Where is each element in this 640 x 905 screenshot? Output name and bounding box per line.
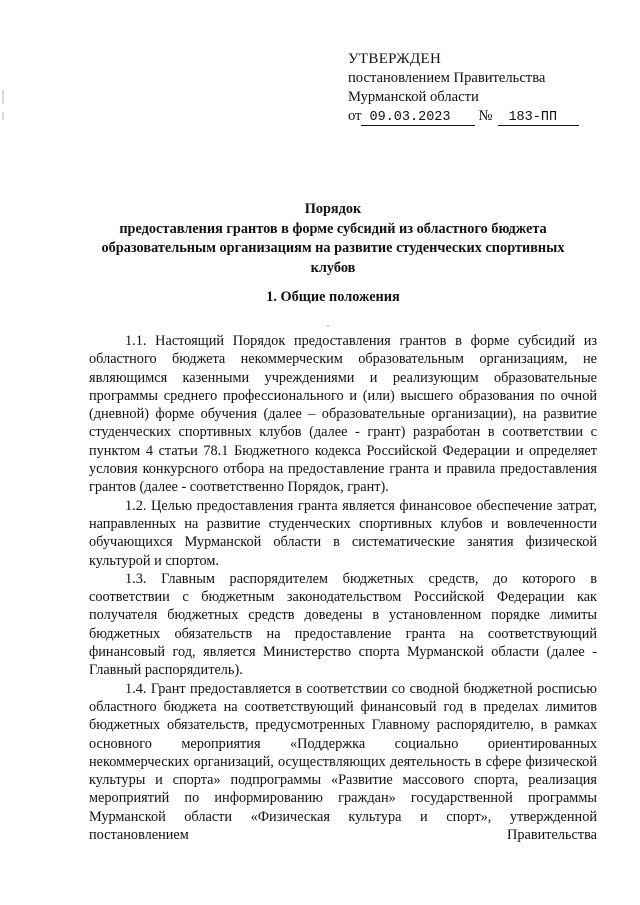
- date-prefix: от: [348, 108, 362, 124]
- paragraph: 1.3. Главным распорядителем бюджетных средств, до которого в соответствии с бюджетным законодательством Российской Федерации как получателя бюджетных средств доведены в установленном порядке лимиты бюджетных обязательств на предоставление гранта на соответствующий финансовый год, является Министерство спорта Мурманской области (далее - Главный распорядитель).: [89, 570, 597, 679]
- approval-line: постановлением Правительства: [348, 70, 546, 86]
- paragraph: 1.4. Грант предоставляется в соответствии со сводной бюджетной росписью областного бюджета на соответствующий финансовый год в пределах лимитов бюджетных обязательств, предусмотренных Главному распорядителю, в рамках основного мероприятия «Поддержка социально ориентированных некоммерческих организаций, осуществляющих деятельность в сфере физической культуры и спорта» подпрограммы «Развитие массового спорта, реализация мероприятий по информированию граждан» государственной программы Мурманской области «Физическая культура и спорт», утвержденной постановлением Правительства: [89, 680, 597, 844]
- scan-margin-mark: [2, 90, 4, 104]
- document-title: [60, 200, 606, 278]
- title-line: клубов: [310, 259, 356, 276]
- approval-date-line: [348, 107, 579, 126]
- section-heading: 1. Общие положения: [266, 289, 400, 305]
- document-body: [89, 332, 597, 844]
- number-sign: №: [478, 108, 493, 124]
- title-line: предоставления грантов в форме субсидий из областного бюджета: [119, 220, 547, 237]
- title-line: образовательным организациям на развитие студенческих спортивных: [101, 240, 565, 256]
- approval-line: Мурманской области: [348, 89, 479, 105]
- scan-margin-mark: [2, 112, 4, 120]
- paragraph: 1.1. Настоящий Порядок предоставления грантов в форме субсидий из областного бюджета некоммерческим образовательным организациям, не являющимся казенными учреждениями и реализующим образовательные программы среднего профессионального и (или) высшего образования по очной (дневной) форме обучения (далее – образовательные организации), на развитие студенческих спортивных клубов (далее - грант) разработан в соответствии с пунктом 4 статьи 78.1 Бюджетного кодекса Российской Федерации и определяет условия конкурсного отбора на предоставление гранта и правила предоставления грантов (далее - соответственно Порядок, грант).: [89, 333, 597, 496]
- scan-dot-mark: [327, 325, 329, 327]
- approval-stamp-block: [348, 50, 579, 126]
- approval-date: 09.03.2023: [361, 111, 474, 126]
- title-line: Порядок: [304, 201, 362, 217]
- paragraph: 1.2. Целью предоставления гранта является финансовое обеспечение затрат, направленных на развитие студенческих спортивных клубов и вовлеченности обучающихся Мурманской области в систематические занятия физической культурой и спортом.: [89, 497, 597, 569]
- approval-number: 183-ПП: [498, 111, 579, 126]
- approval-heading: УТВЕРЖДЕН: [348, 51, 442, 67]
